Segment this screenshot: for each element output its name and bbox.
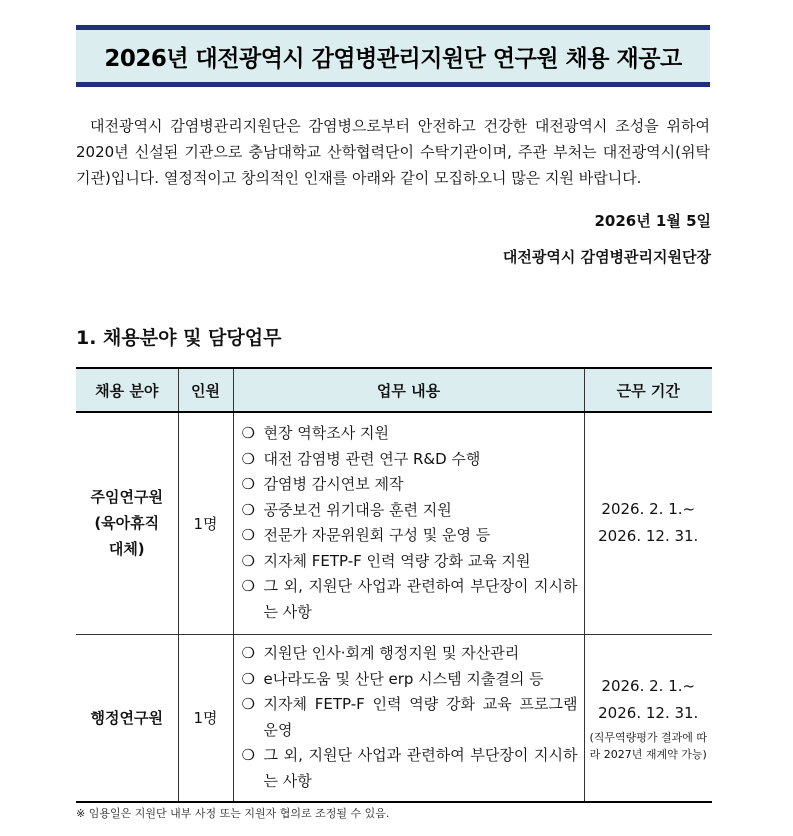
table-header-row — [76, 368, 712, 412]
circle-bullet-icon: ❍ — [241, 526, 255, 545]
count-cell: 1명 — [178, 634, 233, 802]
list-item: ❍ 그 외, 지원단 사업과 관련하여 부단장이 지시하는 사항 — [242, 743, 578, 794]
section-heading: 1. 채용분야 및 담당업무 — [76, 327, 282, 349]
header-period: 근무 기간 — [584, 368, 712, 412]
list-item: ❍ 전문가 자문위원회 구성 및 운영 등 — [242, 523, 578, 549]
list-item: ❍ e나라도움 및 산단 erp 시스템 지출결의 등 — [242, 667, 578, 693]
field-cell: 주임연구원 (육아휴직 대체) — [76, 412, 178, 634]
circle-bullet-icon: ❍ — [241, 475, 255, 494]
circle-bullet-icon: ❍ — [241, 669, 255, 688]
circle-bullet-icon: ❍ — [241, 551, 255, 570]
count-cell: 1명 — [178, 412, 233, 634]
circle-bullet-icon: ❍ — [241, 695, 255, 714]
page-title: 2026년 대전광역시 감염병관리지원단 연구원 채용 재공고 — [104, 45, 682, 72]
circle-bullet-icon: ❍ — [241, 500, 255, 519]
circle-bullet-icon: ❍ — [241, 746, 255, 765]
notice-date: 2026년 1월 5일 — [594, 212, 711, 230]
circle-bullet-icon: ❍ — [241, 424, 255, 443]
period-cell: 2026. 2. 1.~ 2026. 12. 31. (직무역량평가 결과에 따라 2027년 재계약 가능) — [584, 634, 712, 802]
intro-text: 대전광역시 감염병관리지원단은 감염병으로부터 안전하고 건강한 대전광역시 조성을 위하여 2020년 신설된 기관으로 충남대학교 산학협력단이 수탁기관이며, 주관 부처는 대전광역시(위탁기관)입니다. 열정적이고 창의적인 인재를 아래와 같이 모집하오니 많은 지원 바랍니다. — [76, 117, 710, 187]
header-count: 인원 — [178, 368, 233, 412]
title-banner — [76, 25, 710, 87]
footnote: ※ 임용일은 지원단 내부 사정 또는 지원자 협의로 조정될 수 있음. — [76, 807, 390, 820]
period-cell: 2026. 2. 1.~ 2026. 12. 31. — [584, 412, 712, 634]
duties-cell — [233, 412, 584, 634]
list-item: ❍ 지자체 FETP-F 인력 역량 강화 교육 지원 — [242, 549, 578, 575]
intro-paragraph — [76, 113, 710, 191]
duty-list — [242, 421, 578, 625]
list-item: ❍ 대전 감염병 관련 연구 R&D 수행 — [242, 447, 578, 473]
circle-bullet-icon: ❍ — [241, 644, 255, 663]
duty-list — [242, 641, 578, 794]
issuer-name: 대전광역시 감염병관리지원단장 — [502, 248, 711, 266]
circle-bullet-icon: ❍ — [241, 577, 255, 596]
list-item: ❍ 지자체 FETP-F 인력 역량 강화 교육 프로그램 운영 — [242, 692, 578, 743]
field-cell: 행정연구원 — [76, 634, 178, 802]
circle-bullet-icon: ❍ — [241, 449, 255, 468]
list-item: ❍ 지원단 인사·회계 행정지원 및 자산관리 — [242, 641, 578, 667]
header-duties: 업무 내용 — [233, 368, 584, 412]
header-field: 채용 분야 — [76, 368, 178, 412]
list-item: ❍ 감염병 감시연보 제작 — [242, 472, 578, 498]
period-note: (직무역량평가 결과에 따라 2027년 재계약 가능) — [589, 730, 708, 761]
recruitment-table — [76, 367, 712, 803]
duties-cell — [233, 634, 584, 802]
table-row — [76, 634, 712, 802]
list-item: ❍ 공중보건 위기대응 훈련 지원 — [242, 498, 578, 524]
list-item: ❍ 그 외, 지원단 사업과 관련하여 부단장이 지시하는 사항 — [242, 574, 578, 625]
table-row — [76, 412, 712, 634]
list-item: ❍ 현장 역학조사 지원 — [242, 421, 578, 447]
